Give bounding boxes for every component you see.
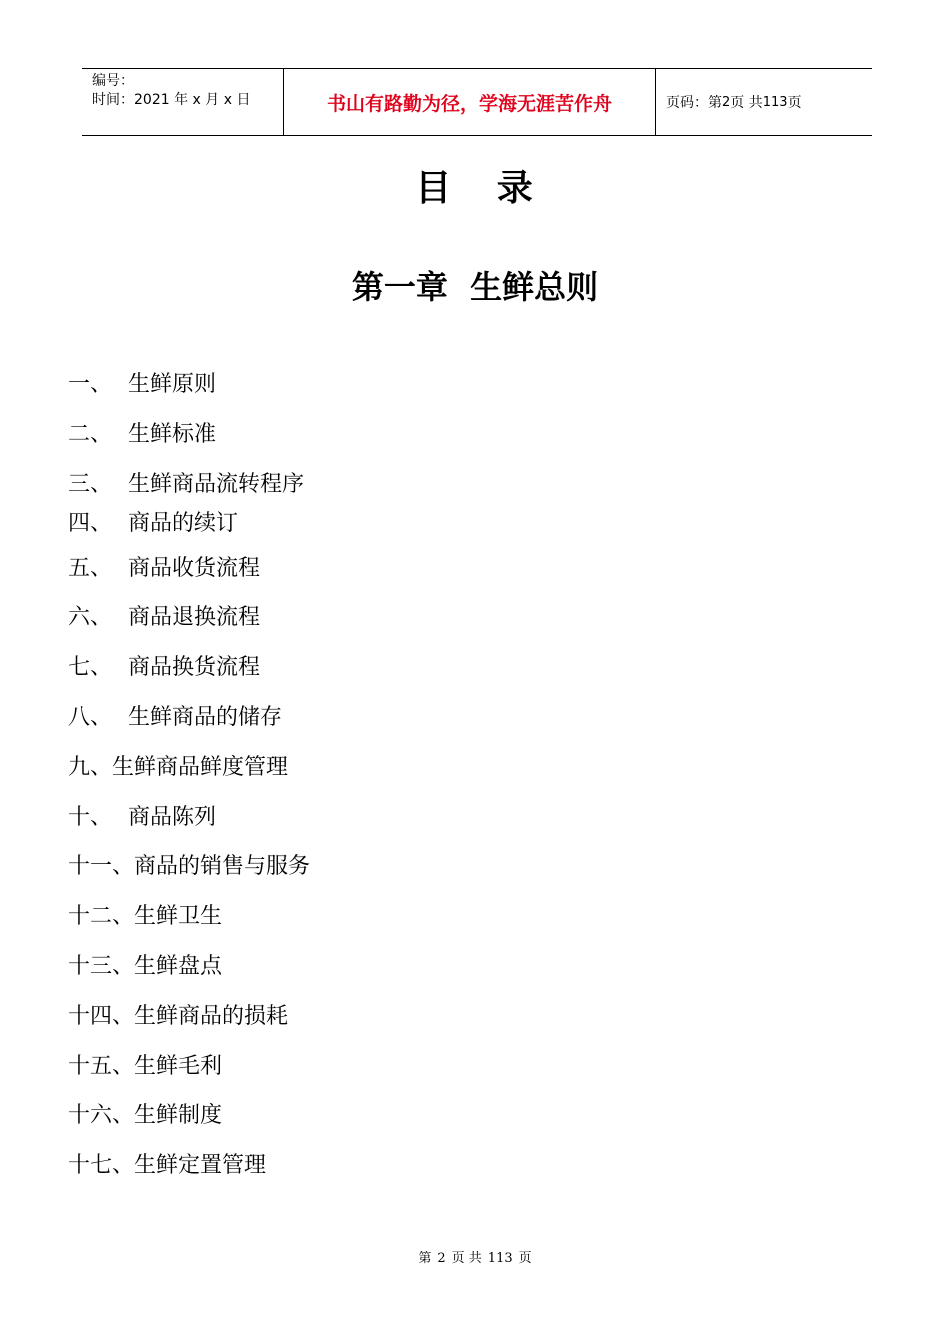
toc-item-number: 一、 [68,372,113,397]
toc-item[interactable] [68,804,216,832]
toc-item[interactable] [68,704,282,732]
toc-item-number: 十五、 [68,1054,135,1079]
toc-item-number: 八、 [68,705,113,730]
toc-item[interactable] [68,1053,222,1081]
doc-number-label: 编号： [92,73,134,89]
header-page-info [656,69,872,135]
toc-item-text: 商品的销售与服务 [134,854,311,879]
toc-item-text: 生鲜原则 [128,372,217,397]
header-page-mid: 页 共 [730,95,763,111]
toc-item-number: 十三、 [68,954,135,979]
toc-item-text: 商品换货流程 [128,655,261,680]
toc-item-text: 生鲜商品的损耗 [134,1004,289,1029]
toc-item-text: 生鲜卫生 [134,904,223,929]
toc-item-number: 九、 [68,755,113,780]
toc-item-text: 商品退换流程 [128,605,261,630]
toc-item-number: 三、 [68,472,113,497]
toc-item-text: 生鲜商品鲜度管理 [112,755,289,780]
toc-item-number: 十二、 [68,904,135,929]
toc-item[interactable] [68,604,260,632]
footer-mid: 页 共 [451,1251,482,1266]
toc-item[interactable] [68,754,288,782]
toc-item[interactable] [68,510,238,538]
toc-item-number: 四、 [68,511,113,536]
toc-item-text: 生鲜毛利 [134,1054,223,1079]
toc-item[interactable] [68,654,260,682]
toc-item-text: 生鲜定置管理 [134,1153,267,1178]
footer-page-current: 2 [437,1251,446,1266]
toc-item[interactable] [68,371,216,399]
toc-item-number: 十七、 [68,1153,135,1178]
header-motto: 书山有路勤为径，学海无涯苦作舟 [283,69,656,135]
toc-item[interactable] [68,421,216,449]
toc-item[interactable] [68,903,222,931]
toc-item[interactable] [68,1152,266,1180]
toc-item-number: 十、 [68,805,113,830]
page-title: 目 录 [415,168,535,209]
header-page-prefix: 页码：第 [666,95,722,111]
toc-item-text: 生鲜标准 [128,422,217,447]
toc-item-text: 生鲜制度 [134,1103,223,1128]
toc-item-text: 商品收货流程 [128,556,261,581]
toc-item[interactable] [68,953,222,981]
toc-item-number: 十一、 [68,854,135,879]
toc-item[interactable] [68,1102,222,1130]
toc-item-text: 生鲜商品流转程序 [128,472,305,497]
toc-item-number: 十六、 [68,1103,135,1128]
toc-item-number: 二、 [68,422,113,447]
footer-page-total: 113 [487,1251,513,1266]
toc-item[interactable] [68,471,304,499]
toc-item-text: 生鲜商品的储存 [128,705,283,730]
page-header [82,68,872,136]
toc-item[interactable] [68,1003,288,1031]
toc-item-number: 五、 [68,556,113,581]
toc-item-text: 生鲜盘点 [134,954,223,979]
toc-item[interactable] [68,853,310,881]
header-page-current: 2 [722,94,731,110]
toc-item-number: 十四、 [68,1004,135,1029]
toc-item-text: 商品陈列 [128,805,217,830]
footer-suffix: 页 [518,1251,532,1266]
toc-item-text: 商品的续订 [128,511,239,536]
toc-item[interactable] [68,555,260,583]
chapter-heading: 第一章 生鲜总则 [351,268,599,306]
footer-prefix: 第 [418,1251,432,1266]
toc-item-number: 七、 [68,655,113,680]
doc-time: 时间：2021 年 x 月 x 日 [92,92,251,108]
header-page-total: 113 [762,94,788,110]
page-footer [0,1247,950,1266]
header-meta [82,69,283,135]
header-page-suffix: 页 [787,95,802,111]
toc-item-number: 六、 [68,605,113,630]
